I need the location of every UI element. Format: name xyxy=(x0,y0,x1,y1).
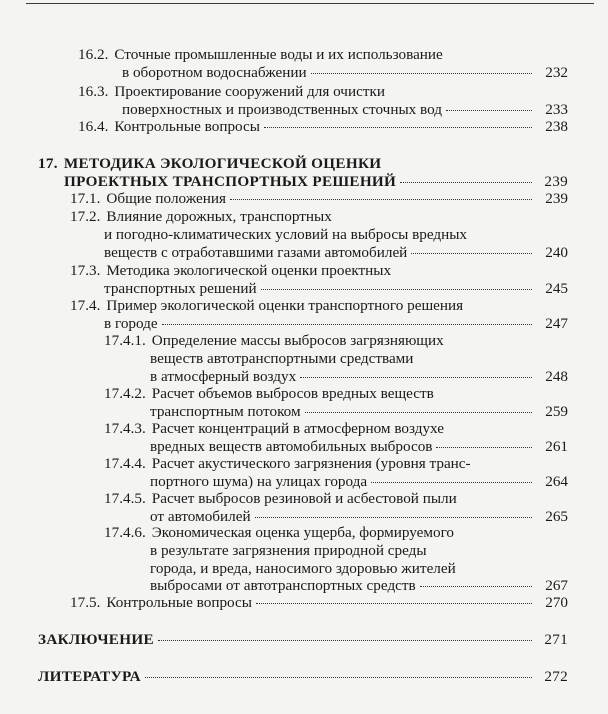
toc-entry-16-4[interactable] xyxy=(78,118,568,136)
toc-text: вредных веществ автомобильных выбросов xyxy=(150,437,433,455)
toc-number: 17.2. xyxy=(70,208,101,225)
toc-conclusion[interactable] xyxy=(38,631,568,649)
dot-leader xyxy=(256,603,532,604)
toc-line-1 xyxy=(104,332,568,350)
dot-leader xyxy=(300,377,532,378)
page-number: 265 xyxy=(545,507,568,525)
dot-leader xyxy=(261,289,532,290)
page-number: 261 xyxy=(545,437,568,455)
toc-number: 17.4. xyxy=(70,297,101,314)
toc-text: Контрольные вопросы xyxy=(114,118,260,135)
toc-entry-17-2[interactable] xyxy=(70,208,568,261)
toc-line-1 xyxy=(70,208,568,226)
toc-text: Определение массы выбросов загрязняющих xyxy=(151,332,444,349)
toc-entry-17-4-3[interactable] xyxy=(104,420,568,456)
toc-line-2: и погодно-климатических условий на выбросы вредных xyxy=(104,225,468,243)
toc-line-1 xyxy=(78,83,568,101)
toc-text: в городе xyxy=(104,314,158,332)
toc-entry-17-4[interactable] xyxy=(70,297,568,333)
section-title: ЛИТЕРАТУРА xyxy=(38,668,141,685)
page-number: 270 xyxy=(545,594,568,611)
toc-text: веществ с отработавшими газами автомобилей xyxy=(104,243,408,261)
toc-line-1 xyxy=(78,46,568,64)
dot-leader xyxy=(446,110,532,111)
toc-text: Методика экологической оценки проектных xyxy=(106,262,392,279)
toc-line-2: веществ автотранспортными средствами xyxy=(150,349,414,367)
toc-number: 16.3. xyxy=(78,83,109,100)
page-number: 238 xyxy=(545,118,568,135)
dot-leader xyxy=(162,324,532,325)
toc-text: транспортных решений xyxy=(104,279,257,297)
toc-line-1 xyxy=(70,262,568,280)
toc-line-1 xyxy=(104,420,568,438)
toc-line-2: в результате загрязнения природной среды xyxy=(150,541,427,559)
toc-line-3: города, и вреда, наносимого здоровью жителей xyxy=(150,559,456,577)
toc-number: 16.4. xyxy=(78,118,109,135)
toc-line-1 xyxy=(104,524,568,542)
page-number: 271 xyxy=(544,631,568,648)
dot-leader xyxy=(420,586,532,587)
toc-text: Расчет концентраций в атмосферном воздухе xyxy=(151,420,445,437)
dot-leader xyxy=(305,412,532,413)
page-number: 239 xyxy=(545,190,568,207)
toc-text: Влияние дорожных, транспортных xyxy=(106,208,332,225)
toc-text: портного шума) на улицах города xyxy=(150,472,368,490)
toc-line-1 xyxy=(38,155,568,173)
dot-leader xyxy=(158,640,532,641)
toc-number: 17.3. xyxy=(70,262,101,279)
toc-number: 16.2. xyxy=(78,46,109,63)
toc-entry-17-4-1[interactable] xyxy=(104,332,568,385)
toc-number: 17.1. xyxy=(70,190,101,207)
toc-literature[interactable] xyxy=(38,668,568,686)
toc-text: от автомобилей xyxy=(150,507,251,525)
toc-line-1 xyxy=(104,455,568,473)
toc-text: Проектирование сооружений для очистки xyxy=(114,83,385,100)
dot-leader xyxy=(411,253,532,254)
page-number: 267 xyxy=(545,577,568,595)
toc-entry-16-3[interactable] xyxy=(78,83,568,119)
page-number: 233 xyxy=(545,100,568,118)
toc-number: 17. xyxy=(38,155,58,172)
chapter-title: МЕТОДИКА ЭКОЛОГИЧЕСКОЙ ОЦЕНКИ xyxy=(63,155,382,172)
toc-text: в оборотном водоснабжении xyxy=(122,63,307,81)
toc-text: в атмосферный воздух xyxy=(150,367,297,385)
toc-line-1 xyxy=(104,385,568,403)
toc-number: 17.4.6. xyxy=(104,524,146,541)
toc-entry-16-2[interactable] xyxy=(78,46,568,82)
toc-line-1 xyxy=(104,490,568,508)
toc-entry-17-4-6[interactable] xyxy=(104,524,568,595)
toc-entry-17-1[interactable] xyxy=(70,190,568,208)
dot-leader xyxy=(255,517,532,518)
toc-text: Сточные промышленные воды и их использование xyxy=(114,46,443,63)
toc-number: 17.4.3. xyxy=(104,420,146,437)
toc-text: Общие положения xyxy=(106,190,227,207)
toc-entry-17-4-4[interactable] xyxy=(104,455,568,491)
page-number: 232 xyxy=(545,63,568,81)
dot-leader xyxy=(436,447,532,448)
dot-leader xyxy=(371,482,532,483)
dot-leader xyxy=(264,127,532,128)
toc-number: 17.5. xyxy=(70,594,101,611)
toc-text: Контрольные вопросы xyxy=(106,594,252,611)
toc-entry-17-3[interactable] xyxy=(70,262,568,298)
toc-number: 17.4.1. xyxy=(104,332,146,349)
toc-number: 17.4.4. xyxy=(104,455,146,472)
toc-text: Расчет выбросов резиновой и асбестовой пыли xyxy=(151,490,457,507)
toc-text: Экономическая оценка ущерба, формируемого xyxy=(151,524,455,541)
toc-number: 17.4.2. xyxy=(104,385,146,402)
toc-text: поверхностных и производственных сточных вод xyxy=(122,100,442,118)
dot-leader xyxy=(230,199,532,200)
toc-line-1 xyxy=(70,297,568,315)
toc-text: выбросами от автотранспортных средств xyxy=(150,577,416,595)
page-number: 259 xyxy=(545,402,568,420)
toc-number: 17.4.5. xyxy=(104,490,146,507)
page-number: 245 xyxy=(545,279,568,297)
toc-text: Пример экологической оценки транспортного решения xyxy=(106,297,464,314)
toc-text: транспортным потоком xyxy=(150,402,301,420)
toc-entry-17-4-5[interactable] xyxy=(104,490,568,526)
toc-entry-17-5[interactable] xyxy=(70,594,568,612)
toc-text: Расчет объемов выбросов вредных веществ xyxy=(151,385,434,402)
chapter-title: ПРОЕКТНЫХ ТРАНСПОРТНЫХ РЕШЕНИЙ xyxy=(64,172,397,190)
page-number: 239 xyxy=(544,172,568,190)
dot-leader xyxy=(311,73,532,74)
dot-leader xyxy=(400,182,532,183)
page-number: 264 xyxy=(545,472,568,490)
page-number: 248 xyxy=(545,367,568,385)
toc-chapter-17[interactable] xyxy=(38,155,568,191)
page-number: 240 xyxy=(545,243,568,261)
section-title: ЗАКЛЮЧЕНИЕ xyxy=(38,631,154,648)
toc-entry-17-4-2[interactable] xyxy=(104,385,568,421)
toc-text: Расчет акустического загрязнения (уровня транс- xyxy=(151,455,471,472)
dot-leader xyxy=(145,677,532,678)
page-number: 247 xyxy=(545,314,568,332)
page-number: 272 xyxy=(544,668,568,685)
